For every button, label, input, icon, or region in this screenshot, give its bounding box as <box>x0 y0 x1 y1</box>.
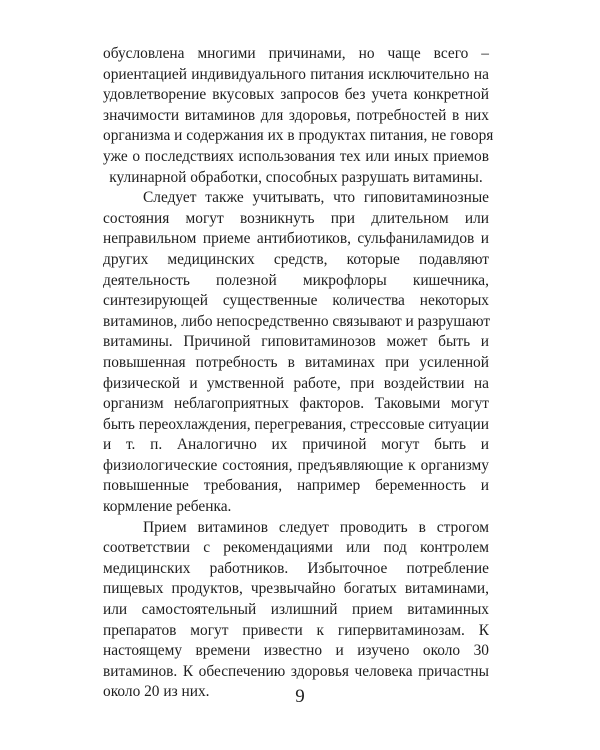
text-line: других медицинских средств, которые подавляют <box>103 250 489 268</box>
text-line: состояния могут возникнуть при длительном или <box>103 209 489 227</box>
text-line: деятельность полезной микрофлоры кишечника, <box>103 271 489 289</box>
text-line: значимости витаминов для здоровья, потребностей в них <box>103 106 489 124</box>
text-line: настоящему времени известно и изучено около 30 <box>103 642 489 660</box>
text-line: синтезирующей существенные количества некоторых <box>103 292 489 310</box>
body-text <box>103 44 494 703</box>
paragraph-1 <box>103 44 494 188</box>
text-line: и т. п. Аналогично их причиной могут быть и <box>103 436 489 454</box>
page-number: 9 <box>295 686 305 707</box>
text-line: препаратов могут привести к гипервитаминозам. К <box>103 621 489 639</box>
text-line: или самостоятельный излишний прием витаминных <box>103 601 489 619</box>
paragraph-3 <box>103 518 489 703</box>
text-line: около 20 из них. <box>103 683 210 701</box>
text-line: кулинарной обработки, способных разрушать витамины. <box>109 168 483 186</box>
text-line: витаминов, либо непосредственно связывают и разрушают <box>103 312 491 330</box>
text-line: организм неблагоприятных факторов. Таковыми могут <box>103 395 489 413</box>
text-line: организма и содержания их в продуктах питания, не говоря <box>103 127 494 145</box>
text-line: физиологические состояния, предъявляющие к организму <box>103 456 489 474</box>
text-line: повышенная потребность в витаминах при усиленной <box>103 353 489 371</box>
text-line: ориентацией индивидуального питания исключительно на <box>103 65 489 83</box>
text-line: повышенные требования, например беременность и <box>103 477 489 495</box>
text-line: витамины. Причиной гиповитаминозов может быть и <box>103 333 489 351</box>
text-line: Прием витаминов следует проводить в строгом <box>143 518 489 536</box>
text-line: Следует также учитывать, что гиповитаминозные <box>143 189 489 207</box>
paragraph-2 <box>103 188 489 518</box>
text-line: обусловлена многими причинами, но чаще всего – <box>103 45 489 62</box>
text-line: физической и умственной работе, при воздействии на <box>103 374 489 392</box>
text-line: неправильном приеме антибиотиков, сульфаниламидов и <box>103 230 489 248</box>
text-line: кормление ребенка. <box>103 498 232 516</box>
text-line: соответствии с рекомендациями или под контролем <box>103 539 489 557</box>
text-line: быть переохлаждения, перегревания, стрессовые ситуации <box>103 415 489 433</box>
text-line: удовлетворение вкусовых запросов без учета конкретной <box>103 86 489 104</box>
text-line: уже о последствиях использования тех или иных приемов <box>103 147 489 165</box>
text-line: пищевых продуктов, чрезвычайно богатых витаминами, <box>103 580 489 598</box>
text-line: медицинских работников. Избыточное потребление <box>103 559 489 577</box>
text-line: витаминов. К обеспечению здоровья человека причастны <box>103 662 489 680</box>
